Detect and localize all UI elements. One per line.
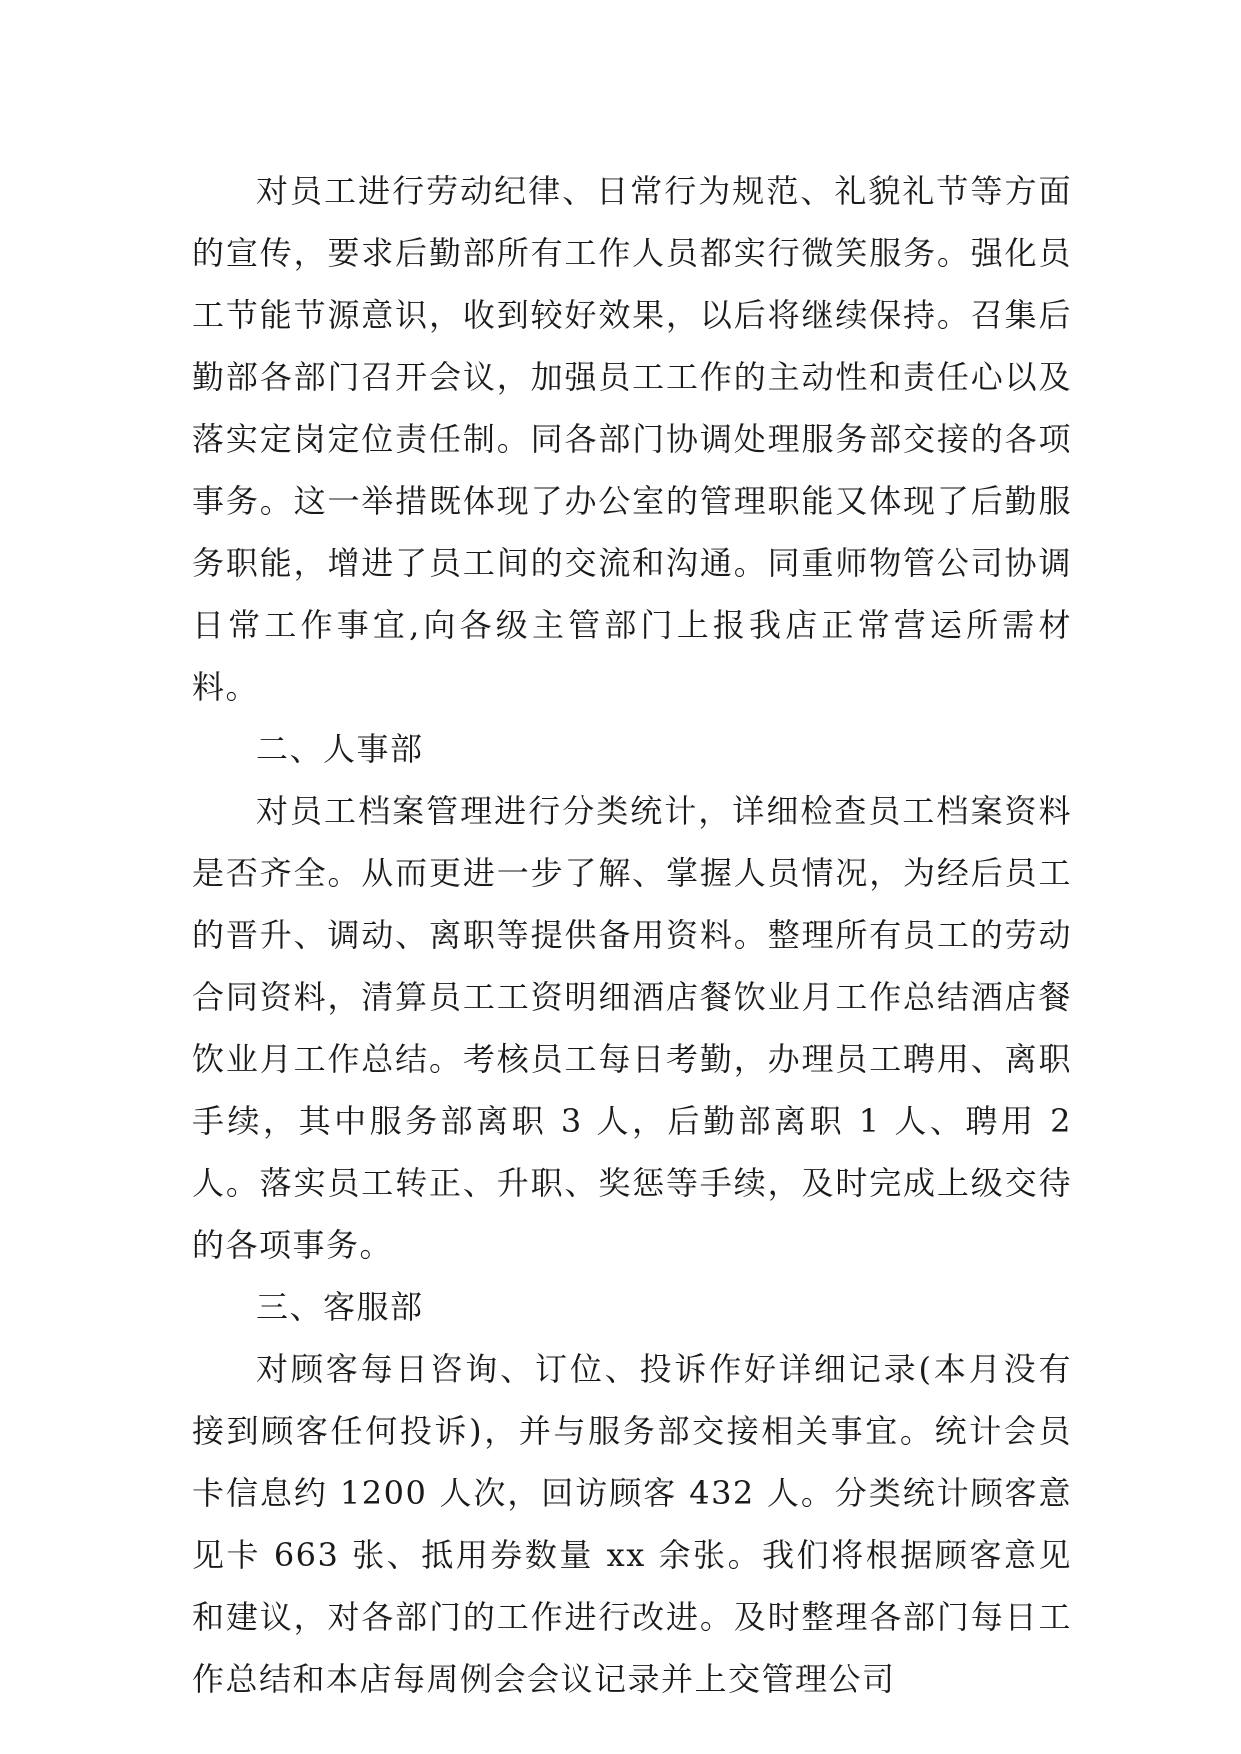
section-heading-hr: 二、人事部 <box>256 730 424 768</box>
section-heading-customer-service: 三、客服部 <box>256 1288 424 1326</box>
paragraph-hr-duties: 对员工档案管理进行分类统计，详细检查员工档案资料是否齐全。从而更进一步了解、掌握人员情况，为经后员工的晋升、调动、离职等提供备用资料。整理所有员工的劳动合同资料，清算员工工资明细酒店餐饮业月工作总结酒店餐饮业月工作总结。考核员工每日考勤，办理员工聘用、离职手续，其中服务部离职 3 人，后勤部离职 1 人、聘用 2 人。落实员工转正、升职、奖惩等手续，及时完成上级交待的各项事务。 <box>192 792 1072 1264</box>
paragraph-customer-service-duties: 对顾客每日咨询、订位、投诉作好详细记录(本月没有接到顾客任何投诉)，并与服务部交接相关事宜。统计会员卡信息约 1200 人次，回访顾客 432 人。分类统计顾客意见卡 663 张、抵用券数量 xx 余张。我们将根据顾客意见和建议，对各部门的工作进行改进。及时整理各部门每日工作总结和本店每周例会会议记录并上交管理公司 <box>192 1350 1072 1698</box>
paragraph-admin-duties: 对员工进行劳动纪律、日常行为规范、礼貌礼节等方面的宣传，要求后勤部所有工作人员都实行微笑服务。强化员工节能节源意识，收到较好效果，以后将继续保持。召集后勤部各部门召开会议，加强员工工作的主动性和责任心以及落实定岗定位责任制。同各部门协调处理服务部交接的各项事务。这一举措既体现了办公室的管理职能又体现了后勤服务职能，增进了员工间的交流和沟通。同重师物管公司协调日常工作事宜,向各级主管部门上报我店正常营运所需材料。 <box>192 172 1072 706</box>
document-body <box>192 160 1072 1710</box>
